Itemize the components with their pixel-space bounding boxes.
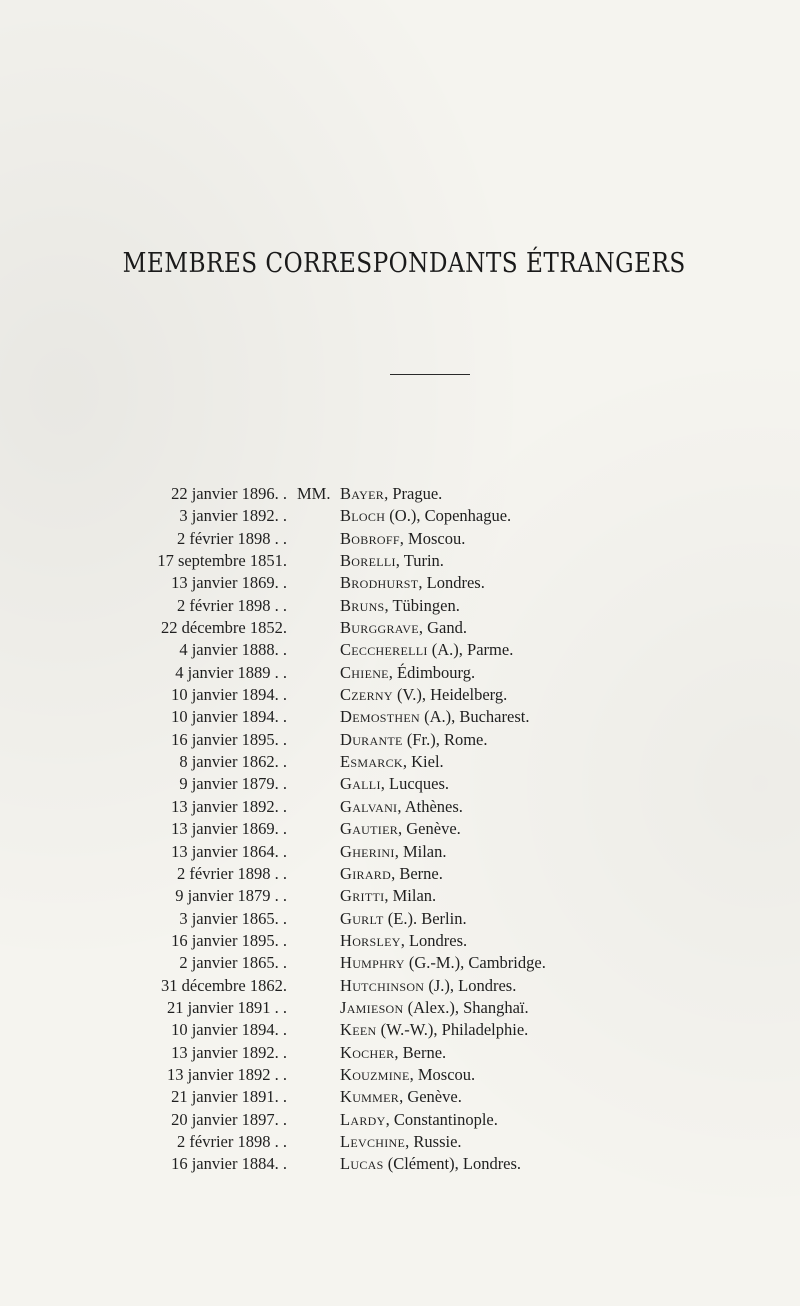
member-details: , Constantinople. [385,1109,498,1129]
member-date: 13 janvier 1864. . [171,841,287,861]
member-details: , Gand. [418,618,467,638]
member-row [0,505,800,527]
member-details: , Genève. [399,1087,462,1107]
member-entry [340,1153,521,1175]
member-name: Bayer [340,484,385,503]
member-entry [340,952,546,974]
page-title: MEMBRES CORRESPONDANTS ÉTRANGERS [122,248,686,279]
member-date: 10 janvier 1894. . [171,707,287,727]
member-name: Levchine [340,1131,406,1151]
member-details: , Berne. [394,1042,447,1062]
member-name: Gurlt [340,908,384,928]
member-date: 13 janvier 1892. . [171,796,287,816]
member-date: 21 janvier 1891. . [171,1087,287,1107]
member-date: 2 janvier 1865. . [179,953,287,973]
member-name: Jamieson [340,997,404,1017]
member-entry [340,1042,446,1064]
member-row [0,751,800,773]
member-details: , Londres. [418,573,485,593]
member-date: 16 janvier 1895. . [171,930,287,950]
member-row [0,863,800,885]
member-details: , Kiel. [402,752,444,772]
member-details: , Milan. [384,886,437,906]
member-name: Galvani [340,796,398,816]
member-row [0,617,800,639]
member-row [0,1064,800,1086]
member-entry [340,908,467,930]
member-row [0,818,800,840]
member-name: Gritti [340,886,385,906]
member-entry [340,684,507,706]
member-entry [340,1086,462,1108]
member-entry [340,841,446,863]
member-entry [340,505,511,527]
member-entry [340,639,513,661]
member-details: , Moscou. [399,528,466,548]
member-date: 16 janvier 1884. . [171,1154,287,1174]
member-name: Lucas [340,1154,384,1174]
member-row [0,908,800,930]
member-details: , Londres. [400,930,468,950]
member-date: 8 janvier 1862. . [179,752,287,772]
member-date: 3 janvier 1892. . [179,506,287,526]
member-name: Burggrave [340,618,419,638]
member-details: , Turin. [395,551,444,571]
member-entry [340,818,461,840]
member-row [0,572,800,594]
member-row [0,639,800,661]
member-entry [340,617,467,639]
member-name: Chiene [340,662,389,682]
member-details: , Lucques. [380,774,450,794]
member-date: 9 janvier 1879 . . [175,886,287,906]
member-row [0,885,800,907]
member-name: Humphry [340,953,405,973]
member-entry [340,706,529,728]
member-row [0,1019,800,1041]
member-entry [340,1019,528,1041]
member-name: Gherini [340,841,395,861]
member-name: Borelli [340,551,396,571]
member-date: 2 février 1898 . . [177,595,287,615]
member-entry [340,997,529,1019]
member-details: (Fr.), Rome. [402,729,488,749]
member-details: , Genève. [398,819,461,839]
member-row [0,1153,800,1175]
member-row [0,550,800,572]
member-details: , Berne. [391,863,443,883]
member-row [0,952,800,974]
member-entry [340,930,467,952]
member-date: 13 janvier 1869. . [171,819,287,839]
member-details: (Alex.), Shanghaï. [403,997,529,1017]
member-name: Durante [340,729,403,749]
member-name: Kummer [340,1087,400,1107]
member-entry [340,572,485,594]
member-entry [340,975,516,997]
member-name: Gautier [340,819,399,839]
member-entry [340,729,487,751]
member-list [0,483,800,1176]
member-row [0,796,800,818]
member-entry [340,483,442,505]
member-row [0,997,800,1019]
member-date: 2 février 1898 . . [177,863,287,883]
member-row [0,773,800,795]
member-row [0,706,800,728]
member-date: 17 septembre 1851. [157,551,287,571]
member-date: 22 décembre 1852. [161,618,287,638]
member-entry [340,885,436,907]
member-date: 22 janvier 1896. . [171,484,287,503]
member-date: 2 février 1898 . . [177,528,287,548]
member-name: Lardy [340,1109,386,1129]
member-date: 13 janvier 1892. . [171,1042,287,1062]
member-row [0,975,800,997]
member-details: , Russie. [405,1131,462,1151]
title-divider [390,374,470,375]
member-date: 4 janvier 1888. . [179,640,287,660]
member-name: Bruns [340,595,385,615]
member-entry [340,773,449,795]
member-entry [340,1109,498,1131]
member-details: , Moscou. [409,1064,476,1084]
member-date: 4 janvier 1889 . . [175,662,287,682]
member-name: Girard [340,863,392,883]
member-date: 16 janvier 1895. . [171,729,287,749]
member-name: Galli [340,774,381,794]
member-entry [340,595,460,617]
member-entry [340,550,444,572]
member-details: (O.), Copenhague. [385,506,512,526]
member-name: Ceccherelli [340,640,428,660]
member-details: , Prague. [384,484,443,503]
member-date: 20 janvier 1897. . [171,1109,287,1129]
member-row [0,930,800,952]
member-details: (J.), Londres. [424,975,517,995]
member-row [0,1131,800,1153]
member-name: Czerny [340,685,393,705]
member-name: Keen [340,1020,377,1040]
member-name: Kocher [340,1042,395,1062]
member-entry [340,751,444,773]
member-details: (G.-M.), Cambridge. [404,953,546,973]
member-date: 31 décembre 1862. [161,975,287,995]
member-details: , Milan. [394,841,447,861]
member-row [0,483,800,505]
member-row [0,595,800,617]
member-date: 13 janvier 1869. . [171,573,287,593]
member-name: Bobroff [340,528,400,548]
member-date: 9 janvier 1879. . [179,774,287,794]
member-date: 13 janvier 1892 . . [166,1064,287,1084]
member-row [0,684,800,706]
member-details: (A.), Parme. [427,640,514,660]
member-details: (A.), Bucharest. [419,707,530,727]
member-row [0,1109,800,1131]
member-details: , Édimbourg. [388,662,476,682]
member-details: , Athènes. [397,796,463,816]
member-name: Demosthen [340,707,420,727]
member-entry [340,1064,475,1086]
member-row [0,528,800,550]
member-details: (Clément), Londres. [383,1154,522,1174]
member-entry [340,796,463,818]
member-name: Horsley [340,930,401,950]
member-date: 21 janvier 1891 . . [166,997,287,1017]
member-row [0,729,800,751]
honorific-prefix: MM. [297,484,331,503]
member-entry [340,1131,462,1153]
member-row [0,841,800,863]
member-entry [340,662,475,684]
member-name: Bloch [340,506,386,526]
member-name: Kouzmine [340,1064,410,1084]
member-details: , Tübingen. [384,595,460,615]
member-name: Brodhurst [340,573,419,593]
member-date: 3 janvier 1865. . [179,908,287,928]
member-name: Esmarck [340,752,403,772]
member-entry [340,528,465,550]
member-row [0,1086,800,1108]
member-name: Hutchinson [340,975,425,995]
member-details: (V.), Heidelberg. [392,685,508,705]
member-row [0,662,800,684]
member-details: (W.-W.), Philadelphie. [376,1020,529,1040]
member-entry [340,863,443,885]
member-row [0,1042,800,1064]
member-date: 10 janvier 1894. . [171,1020,287,1040]
member-details: (E.). Berlin. [383,908,467,928]
member-date: 10 janvier 1894. . [171,685,287,705]
member-date: 2 février 1898 . . [177,1131,287,1151]
